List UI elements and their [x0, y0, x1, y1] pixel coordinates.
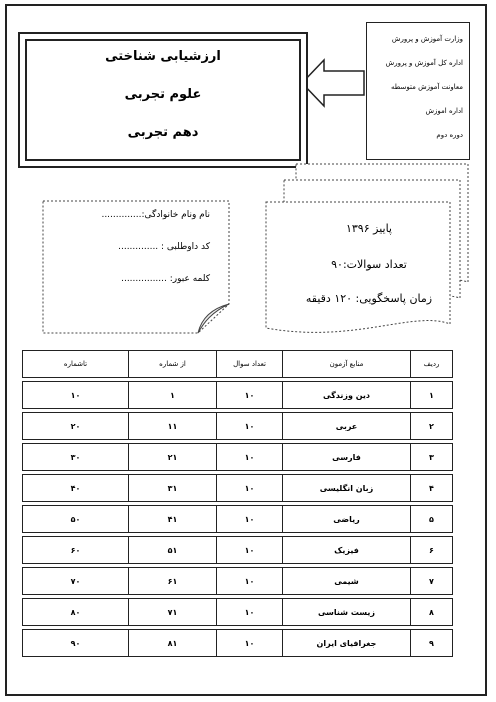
table-cell: دین وزندگی	[283, 382, 411, 409]
table-cell: فیزیک	[283, 537, 411, 564]
table-cell: ۶۱	[129, 568, 217, 595]
table-cell: ۹	[411, 630, 453, 657]
table-cell: ۲	[411, 413, 453, 440]
table-row	[23, 568, 453, 595]
table-cell: ۶	[411, 537, 453, 564]
table-cell: ۸	[411, 599, 453, 626]
table-cell: ۱۱	[129, 413, 217, 440]
table-cell: ۱۰	[217, 413, 283, 440]
table-cell: عربی	[283, 413, 411, 440]
table-cell: ۴۰	[23, 475, 129, 502]
table-cell: ۲۰	[23, 413, 129, 440]
table-cell: ۸۰	[23, 599, 129, 626]
table-row	[23, 630, 453, 657]
table-cell: ۱۰	[217, 568, 283, 595]
table-cell: ۲۱	[129, 444, 217, 471]
table-cell: ۱۰	[217, 475, 283, 502]
table-cell: ریاضی	[283, 506, 411, 533]
header-cell: از شماره	[129, 351, 217, 378]
table-cell: ۱	[129, 382, 217, 409]
table-cell: ۱	[411, 382, 453, 409]
table-cell: ۳۰	[23, 444, 129, 471]
stacked-pages-icon	[264, 158, 474, 344]
table-row	[23, 537, 453, 564]
exam-sources-table	[22, 350, 453, 657]
ministry-box	[366, 22, 470, 160]
table-cell: شیمی	[283, 568, 411, 595]
table-cell: ۱۰	[217, 599, 283, 626]
title-box	[18, 32, 308, 168]
question-count: تعداد سوالات:۹۰	[331, 258, 407, 271]
ministry-line: اداره کل آموزش و پرورش	[385, 59, 463, 67]
table-row	[23, 382, 453, 409]
table-cell: ۷۰	[23, 568, 129, 595]
ministry-line: وزارت آموزش و پرورش	[391, 35, 463, 43]
table-row	[23, 475, 453, 502]
table-row	[23, 444, 453, 471]
table-row	[23, 506, 453, 533]
table-cell: ۱۰	[217, 537, 283, 564]
exam-info-card	[264, 158, 474, 344]
table-cell: ۵۰	[23, 506, 129, 533]
exam-season: پاییز ۱۳۹۶	[345, 222, 392, 235]
header-cell: تعداد سوال	[217, 351, 283, 378]
title-line-2: علوم تجربی	[124, 87, 202, 102]
name-field-label: نام ونام خانوادگی:..............	[101, 210, 210, 220]
table-cell: ۹۰	[23, 630, 129, 657]
table-cell: ۶۰	[23, 537, 129, 564]
table-cell: زبان انگلیسی	[283, 475, 411, 502]
header-cell: منابع آزمون	[283, 351, 411, 378]
table-cell: ۷۱	[129, 599, 217, 626]
candidate-code-label: کد داوطلبی : ..............	[118, 242, 210, 252]
table-cell: جغرافیای ایران	[283, 630, 411, 657]
ministry-line: اداره اموزش	[425, 107, 463, 115]
table-row	[23, 599, 453, 626]
title-line-1: ارزشیابی شناختی	[105, 49, 221, 64]
table-cell: ۴۱	[129, 506, 217, 533]
table-cell: زیست شناسی	[283, 599, 411, 626]
table-cell: ۱۰	[217, 506, 283, 533]
ministry-line: معاونت آموزش متوسطه	[391, 83, 463, 91]
table-cell: ۳۱	[129, 475, 217, 502]
curled-page-icon	[42, 200, 230, 334]
table-cell: ۱۰	[23, 382, 129, 409]
table-cell: ۱۰	[217, 444, 283, 471]
table-cell: ۷	[411, 568, 453, 595]
table-cell: ۱۰	[217, 382, 283, 409]
table-cell: ۵	[411, 506, 453, 533]
table-cell: ۸۱	[129, 630, 217, 657]
student-info-card	[42, 200, 230, 334]
left-arrow-icon	[300, 58, 368, 108]
header-cell: ردیف	[411, 351, 453, 378]
table-cell: ۴	[411, 475, 453, 502]
answer-duration: زمان پاسخگویی: ۱۲۰ دقیقه	[305, 292, 433, 305]
header-cell: تاشماره	[23, 351, 129, 378]
table-cell: فارسی	[283, 444, 411, 471]
table-cell: ۳	[411, 444, 453, 471]
password-label: کلمه عبور: ................	[121, 274, 210, 284]
title-line-3: دهم تجربی	[127, 125, 199, 140]
table-row	[23, 413, 453, 440]
ministry-line: دوره دوم	[436, 131, 463, 139]
table-header-row	[23, 351, 453, 378]
table-cell: ۱۰	[217, 630, 283, 657]
table-cell: ۵۱	[129, 537, 217, 564]
